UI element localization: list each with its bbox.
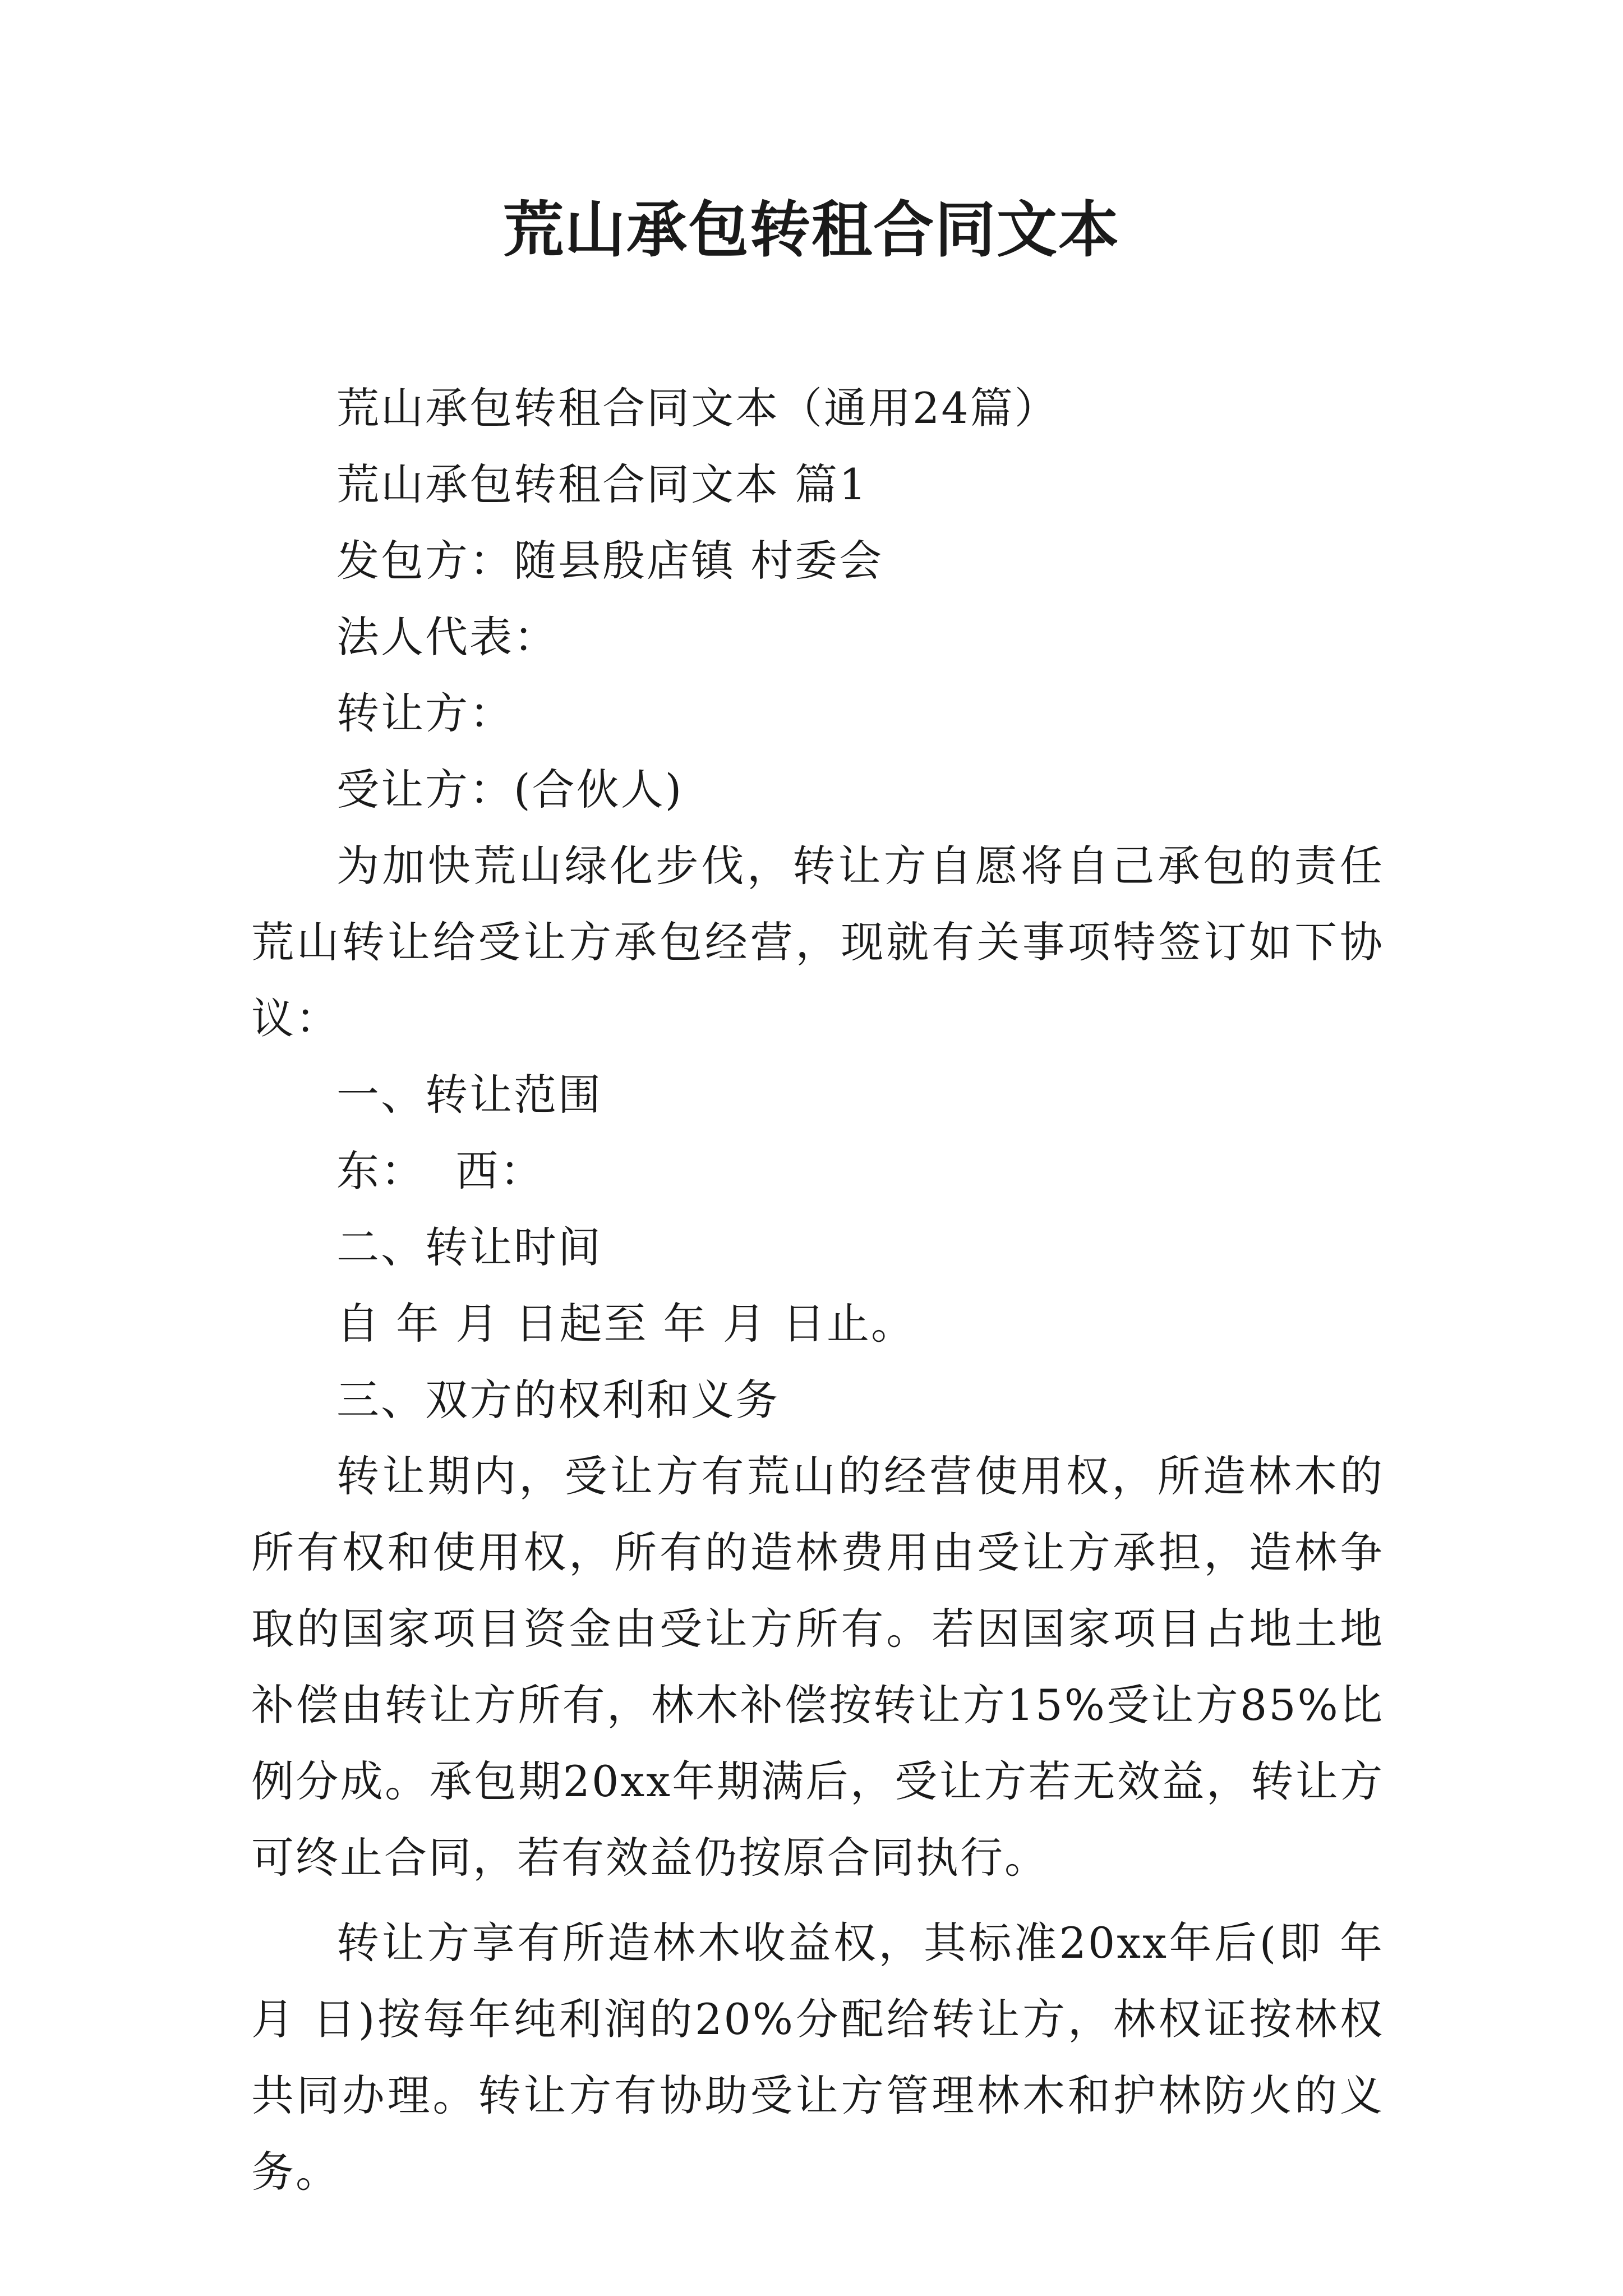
- paragraph-boundaries: 东： 西：: [336, 1146, 545, 1196]
- paragraph-rights-2: 转让方享有所造林木收益权，其标准20xx年后(即 年 月 日)按每年纯利润的20%分配给转让方，林权证按林权共同办理。转让方有协助受让方管理林木和护林防火的义务。: [251, 1918, 1400, 2197]
- document-body: [251, 370, 1400, 2210]
- paragraph-collection-title: 荒山承包转租合同文本（通用24篇）: [336, 383, 1059, 433]
- section-heading-scope: 一、转让范围: [336, 1070, 602, 1120]
- paragraph-rights-1: 转让期内，受让方有荒山的经营使用权，所造林木的所有权和使用权，所有的造林费用由受让方承担，造林争取的国家项目资金由受让方所有。若因国家项目占地土地补偿由转让方所有，林木补偿按转让方15%受让方85%比例分成。承包期20xx年期满后，受让方若无效益，转让方可终止合同，若有效益仍按原合同执行。: [251, 1451, 1384, 1883]
- paragraph-transferor: 转让方：: [336, 688, 514, 738]
- paragraph-transferee: 受让方：(合伙人): [336, 765, 684, 815]
- section-heading-rights: 三、双方的权利和义务: [336, 1375, 780, 1425]
- paragraph-term-dates: 自 年 月 日起至 年 月 日止。: [336, 1299, 915, 1349]
- document-title: 荒山承包转租合同文本: [502, 195, 1120, 265]
- section-heading-term: 二、转让时间: [336, 1222, 602, 1272]
- paragraph-legal-representative: 法人代表：: [336, 612, 558, 662]
- paragraph-contractor: 发包方：随县殷店镇 村委会: [336, 536, 884, 586]
- paragraph-article-heading: 荒山承包转租合同文本 篇1: [336, 459, 868, 509]
- paragraph-preamble: 为加快荒山绿化步伐，转让方自愿将自己承包的责任荒山转让给受让方承包经营，现就有关事项特签订如下协议：: [251, 841, 1384, 1043]
